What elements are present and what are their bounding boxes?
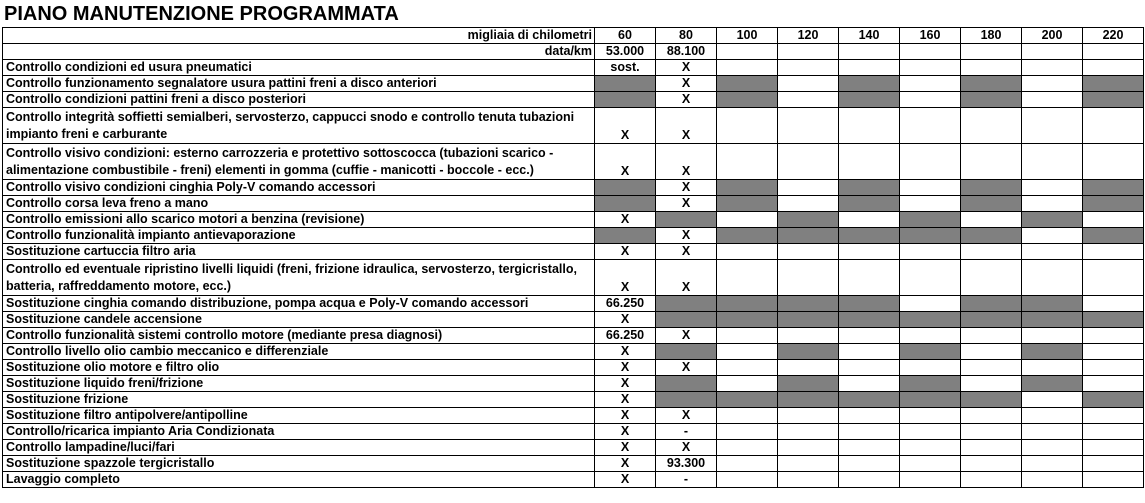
row-cell (1083, 144, 1144, 180)
shaded-cell (717, 92, 778, 108)
row-cell (717, 244, 778, 260)
row-cell (900, 456, 961, 472)
shaded-cell (717, 180, 778, 196)
row-cell: X (656, 180, 717, 196)
row-cell (839, 472, 900, 488)
row-cell (1083, 212, 1144, 228)
row-cell: X (656, 144, 717, 180)
row-cell: X (595, 360, 656, 376)
row-cell (1083, 472, 1144, 488)
km-header-row-cell: 80 (656, 28, 717, 44)
row-label: Controllo funzionalità impianto antievaporazione (3, 228, 595, 244)
row-cell (900, 180, 961, 196)
shaded-cell (595, 76, 656, 92)
km-header-row-cell: 200 (1022, 28, 1083, 44)
row-cell: X (595, 408, 656, 424)
row-label: Sostituzione cinghia comando distribuzione, pompa acqua e Poly-V comando accessori (3, 296, 595, 312)
row-cell (839, 260, 900, 296)
date-header-row-label: data/km (3, 44, 595, 60)
row-label: Controllo ed eventuale ripristino livelli liquidi (freni, frizione idraulica, servosterzo, tergicristallo, batteria, raffreddamento motore, ecc.) (3, 260, 595, 296)
row-cell: 66.250 (595, 328, 656, 344)
shaded-cell (839, 76, 900, 92)
shaded-cell (778, 212, 839, 228)
row-cell (1022, 108, 1083, 144)
km-header-row-cell: 60 (595, 28, 656, 44)
row-cell (1083, 440, 1144, 456)
shaded-cell (778, 312, 839, 328)
row-label: Controllo visivo condizioni: esterno carrozzeria e protettivo sottoscocca (tubazioni scarico - alimentazione combustibile - freni) elementi in gomma (cuffie - manicotti - boccole - ecc.) (3, 144, 595, 180)
row-cell: X (595, 456, 656, 472)
shaded-cell (778, 296, 839, 312)
row-cell (778, 76, 839, 92)
row-cell (778, 92, 839, 108)
row-cell (961, 456, 1022, 472)
row-cell: - (656, 472, 717, 488)
table-row (3, 440, 1144, 456)
table-row (3, 424, 1144, 440)
row-label: Controllo funzionamento segnalatore usura pattini freni a disco anteriori (3, 76, 595, 92)
row-cell (1022, 360, 1083, 376)
row-label: Controllo emissioni allo scarico motori a benzina (revisione) (3, 212, 595, 228)
table-row (3, 76, 1144, 92)
table-row (3, 60, 1144, 76)
shaded-cell (656, 344, 717, 360)
row-cell: 66.250 (595, 296, 656, 312)
row-cell (717, 108, 778, 144)
table-row (3, 212, 1144, 228)
shaded-cell (839, 392, 900, 408)
table-row (3, 344, 1144, 360)
row-label: Controllo/ricarica impianto Aria Condizionata (3, 424, 595, 440)
page-title: PIANO MANUTENZIONE PROGRAMMATA (4, 3, 399, 25)
table-row (3, 312, 1144, 328)
row-cell (717, 60, 778, 76)
table-row (3, 328, 1144, 344)
date-header-row-cell (961, 44, 1022, 60)
row-cell (778, 456, 839, 472)
km-header-row-cell: 160 (900, 28, 961, 44)
shaded-cell (1022, 376, 1083, 392)
row-cell: X (595, 244, 656, 260)
shaded-cell (778, 344, 839, 360)
row-cell (717, 456, 778, 472)
row-cell (1022, 92, 1083, 108)
row-cell (900, 296, 961, 312)
row-cell: X (595, 260, 656, 296)
table-row (3, 260, 1144, 296)
row-cell: X (595, 392, 656, 408)
row-cell (1083, 108, 1144, 144)
row-cell (839, 60, 900, 76)
shaded-cell (1083, 312, 1144, 328)
row-cell (900, 424, 961, 440)
shaded-cell (961, 76, 1022, 92)
shaded-cell (778, 376, 839, 392)
row-cell (778, 424, 839, 440)
row-cell (961, 472, 1022, 488)
shaded-cell (595, 228, 656, 244)
row-label: Controllo condizioni ed usura pneumatici (3, 60, 595, 76)
shaded-cell (839, 180, 900, 196)
table-row (3, 244, 1144, 260)
row-cell (900, 108, 961, 144)
shaded-cell (717, 312, 778, 328)
shaded-cell (1022, 212, 1083, 228)
row-cell: X (656, 328, 717, 344)
shaded-cell (717, 392, 778, 408)
row-cell (778, 144, 839, 180)
row-label: Controllo visivo condizioni cinghia Poly-V comando accessori (3, 180, 595, 196)
row-label: Lavaggio completo (3, 472, 595, 488)
row-label: Controllo corsa leva freno a mano (3, 196, 595, 212)
date-header-row (3, 44, 1144, 60)
row-cell (1083, 296, 1144, 312)
row-cell (961, 328, 1022, 344)
shaded-cell (900, 312, 961, 328)
row-label: Controllo livello olio cambio meccanico e differenziale (3, 344, 595, 360)
table-row (3, 196, 1144, 212)
row-cell (1022, 144, 1083, 180)
row-cell (961, 408, 1022, 424)
row-cell: X (595, 376, 656, 392)
shaded-cell (961, 180, 1022, 196)
row-cell (778, 60, 839, 76)
km-header-row-cell: 180 (961, 28, 1022, 44)
date-header-row-cell (1022, 44, 1083, 60)
row-cell (961, 360, 1022, 376)
km-header-row-cell: 120 (778, 28, 839, 44)
shaded-cell (1022, 312, 1083, 328)
row-label: Sostituzione cartuccia filtro aria (3, 244, 595, 260)
row-cell (1022, 408, 1083, 424)
row-cell (1083, 360, 1144, 376)
row-cell (961, 108, 1022, 144)
row-cell (961, 244, 1022, 260)
row-cell (1083, 244, 1144, 260)
shaded-cell (961, 196, 1022, 212)
row-cell: sost. (595, 60, 656, 76)
row-cell (1083, 260, 1144, 296)
shaded-cell (839, 228, 900, 244)
km-header-row-cell: 140 (839, 28, 900, 44)
shaded-cell (900, 376, 961, 392)
row-cell (778, 440, 839, 456)
shaded-cell (900, 344, 961, 360)
row-cell (900, 92, 961, 108)
row-cell (839, 344, 900, 360)
row-cell (961, 260, 1022, 296)
row-cell (900, 328, 961, 344)
shaded-cell (1083, 76, 1144, 92)
row-cell (717, 472, 778, 488)
row-cell (1022, 456, 1083, 472)
row-cell (717, 328, 778, 344)
row-cell (1022, 180, 1083, 196)
row-cell (717, 440, 778, 456)
row-cell (900, 244, 961, 260)
shaded-cell (595, 180, 656, 196)
row-cell: X (595, 312, 656, 328)
row-cell (839, 408, 900, 424)
row-cell: X (656, 408, 717, 424)
date-header-row-cell (1083, 44, 1144, 60)
shaded-cell (778, 392, 839, 408)
row-cell: X (595, 108, 656, 144)
row-cell (900, 60, 961, 76)
table-row (3, 228, 1144, 244)
row-cell (1083, 344, 1144, 360)
row-cell (1022, 228, 1083, 244)
row-cell (778, 472, 839, 488)
row-cell (900, 472, 961, 488)
row-cell: X (656, 76, 717, 92)
row-cell (1083, 424, 1144, 440)
row-cell (717, 212, 778, 228)
shaded-cell (1083, 228, 1144, 244)
date-header-row-cell (717, 44, 778, 60)
row-cell (1083, 408, 1144, 424)
row-cell (778, 180, 839, 196)
row-cell: 93.300 (656, 456, 717, 472)
row-cell: X (656, 228, 717, 244)
row-cell (1022, 260, 1083, 296)
row-cell (961, 60, 1022, 76)
shaded-cell (1083, 180, 1144, 196)
shaded-cell (839, 312, 900, 328)
row-cell (839, 212, 900, 228)
km-header-row (3, 28, 1144, 44)
row-cell (839, 328, 900, 344)
row-cell: X (656, 360, 717, 376)
row-cell (900, 260, 961, 296)
row-cell (717, 408, 778, 424)
shaded-cell (839, 92, 900, 108)
table-row (3, 376, 1144, 392)
shaded-cell (1022, 344, 1083, 360)
shaded-cell (717, 228, 778, 244)
row-cell: X (595, 424, 656, 440)
row-cell (1022, 424, 1083, 440)
shaded-cell (961, 296, 1022, 312)
row-cell (900, 360, 961, 376)
shaded-cell (717, 296, 778, 312)
shaded-cell (656, 312, 717, 328)
row-cell: X (656, 244, 717, 260)
row-cell (1022, 440, 1083, 456)
shaded-cell (595, 196, 656, 212)
row-cell (717, 376, 778, 392)
shaded-cell (900, 228, 961, 244)
shaded-cell (656, 392, 717, 408)
row-cell: X (595, 472, 656, 488)
shaded-cell (656, 212, 717, 228)
date-header-row-cell (900, 44, 961, 60)
shaded-cell (1022, 296, 1083, 312)
row-label: Sostituzione spazzole tergicristallo (3, 456, 595, 472)
row-cell (839, 360, 900, 376)
row-cell (778, 360, 839, 376)
table-row (3, 180, 1144, 196)
row-cell (778, 328, 839, 344)
row-cell: - (656, 424, 717, 440)
row-cell (839, 376, 900, 392)
shaded-cell (961, 312, 1022, 328)
row-cell: X (656, 60, 717, 76)
shaded-cell (717, 76, 778, 92)
maintenance-table (2, 27, 1144, 488)
row-cell (1022, 392, 1083, 408)
shaded-cell (778, 228, 839, 244)
row-cell: X (656, 440, 717, 456)
table-row (3, 392, 1144, 408)
row-cell (961, 212, 1022, 228)
row-cell: X (656, 92, 717, 108)
row-cell (1083, 376, 1144, 392)
table-row (3, 456, 1144, 472)
table-row (3, 472, 1144, 488)
row-cell (717, 424, 778, 440)
row-cell (717, 260, 778, 296)
row-cell: X (595, 212, 656, 228)
row-label: Controllo funzionalità sistemi controllo motore (mediante presa diagnosi) (3, 328, 595, 344)
shaded-cell (1083, 392, 1144, 408)
table-row (3, 144, 1144, 180)
date-header-row-cell (839, 44, 900, 60)
row-cell (717, 144, 778, 180)
shaded-cell (656, 296, 717, 312)
shaded-cell (961, 92, 1022, 108)
shaded-cell (839, 196, 900, 212)
km-header-row-cell: 100 (717, 28, 778, 44)
row-cell: X (595, 344, 656, 360)
row-cell (1083, 456, 1144, 472)
shaded-cell (839, 296, 900, 312)
row-cell (900, 196, 961, 212)
row-label: Sostituzione olio motore e filtro olio (3, 360, 595, 376)
row-cell (1022, 60, 1083, 76)
row-cell (839, 108, 900, 144)
table-body (3, 28, 1144, 488)
row-cell: X (595, 440, 656, 456)
row-cell (778, 244, 839, 260)
row-cell (778, 408, 839, 424)
row-cell (839, 440, 900, 456)
row-label: Sostituzione candele accensione (3, 312, 595, 328)
row-cell (717, 360, 778, 376)
row-cell (839, 244, 900, 260)
date-header-row-cell: 88.100 (656, 44, 717, 60)
table-row (3, 360, 1144, 376)
shaded-cell (717, 196, 778, 212)
row-cell: X (656, 260, 717, 296)
km-header-row-label: migliaia di chilometri (3, 28, 595, 44)
row-label: Sostituzione filtro antipolvere/antipolline (3, 408, 595, 424)
shaded-cell (961, 228, 1022, 244)
row-cell (1022, 472, 1083, 488)
row-cell: X (656, 108, 717, 144)
row-cell (900, 408, 961, 424)
row-cell (900, 76, 961, 92)
row-cell (961, 144, 1022, 180)
row-cell (778, 260, 839, 296)
shaded-cell (900, 212, 961, 228)
row-label: Sostituzione frizione (3, 392, 595, 408)
row-cell (900, 440, 961, 456)
shaded-cell (1083, 92, 1144, 108)
row-cell: X (656, 196, 717, 212)
row-cell (778, 108, 839, 144)
row-label: Controllo integrità soffietti semialberi, servosterzo, cappucci snodo e controllo tenuta tubazioni impianto freni e carburante (3, 108, 595, 144)
shaded-cell (900, 392, 961, 408)
row-label: Sostituzione liquido freni/frizione (3, 376, 595, 392)
row-cell (961, 440, 1022, 456)
row-cell (839, 424, 900, 440)
row-cell (961, 424, 1022, 440)
row-cell (900, 144, 961, 180)
table-row (3, 296, 1144, 312)
row-cell (1083, 328, 1144, 344)
shaded-cell (656, 376, 717, 392)
row-cell (778, 196, 839, 212)
shaded-cell (961, 392, 1022, 408)
shaded-cell (595, 92, 656, 108)
row-cell (961, 344, 1022, 360)
shaded-cell (1083, 196, 1144, 212)
row-cell: X (595, 144, 656, 180)
km-header-row-cell: 220 (1083, 28, 1144, 44)
date-header-row-cell (778, 44, 839, 60)
row-cell (839, 456, 900, 472)
row-cell (1022, 328, 1083, 344)
row-cell (1022, 196, 1083, 212)
row-cell (1083, 60, 1144, 76)
row-cell (839, 144, 900, 180)
row-cell (1022, 244, 1083, 260)
row-label: Controllo lampadine/luci/fari (3, 440, 595, 456)
row-cell (1022, 76, 1083, 92)
table-row (3, 108, 1144, 144)
row-cell (717, 344, 778, 360)
row-label: Controllo condizioni pattini freni a disco posteriori (3, 92, 595, 108)
table-row (3, 408, 1144, 424)
row-cell (961, 376, 1022, 392)
table-row (3, 92, 1144, 108)
date-header-row-cell: 53.000 (595, 44, 656, 60)
